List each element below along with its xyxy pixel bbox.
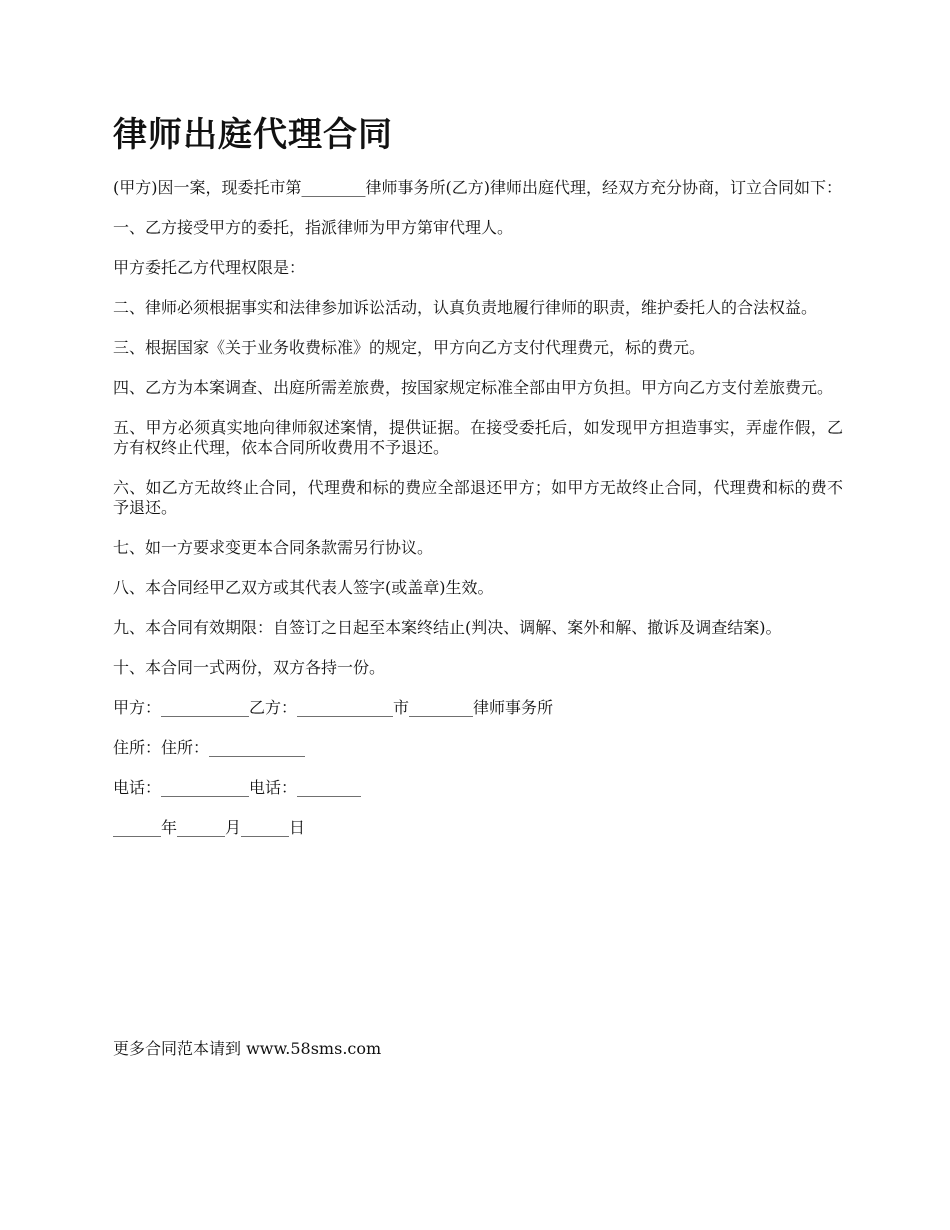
clause-4: 四、乙方为本案调查、出庭所需差旅费，按国家规定标准全部由甲方负担。甲方向乙方支付差旅费元。: [113, 378, 834, 397]
signature-phone-line: 电话：___________电话：________: [113, 778, 362, 797]
signature-parties-line: 甲方：___________乙方：____________市________律师事务所: [113, 698, 554, 717]
clause-10: 十、本合同一式两份，双方各持一份。: [113, 658, 386, 677]
clause-2: 二、律师必须根据事实和法律参加诉讼活动，认真负责地履行律师的职责，维护委托人的合法权益。: [113, 298, 818, 317]
clause-6: 六、如乙方无故终止合同，代理费和标的费应全部退还甲方；如甲方无故终止合同，代理费和标的费不予退还。: [113, 478, 843, 517]
signature-date-line: ______年______月______日: [113, 818, 306, 837]
clause-7: 七、如一方要求变更本合同条款需另行协议。: [113, 538, 434, 557]
signature-address-line: 住所：住所：____________: [113, 738, 306, 757]
authority-scope: 甲方委托乙方代理权限是：: [113, 258, 306, 277]
clause-5: 五、甲方必须真实地向律师叙述案情，提供证据。在接受委托后，如发现甲方担造事实，弄虚作假，乙方有权终止代理，依本合同所收费用不予退还。: [113, 418, 843, 457]
clause-9: 九、本合同有效期限：自签订之日起至本案终结止(判决、调解、案外和解、撤诉及调查结案)。: [113, 618, 782, 637]
contract-document: [113, 112, 843, 858]
clause-1: 一、乙方接受甲方的委托，指派律师为甲方第审代理人。: [113, 218, 514, 237]
document-title: 律师出庭代理合同: [113, 115, 393, 155]
clause-3: 三、根据国家《关于业务收费标准》的规定，甲方向乙方支付代理费元，标的费元。: [113, 338, 706, 357]
footer-note: 更多合同范本请到 www.58sms.com: [113, 1039, 382, 1058]
intro-paragraph: (甲方)因一案，现委托市第________律师事务所(乙方)律师出庭代理，经双方充分协商，订立合同如下：: [113, 178, 842, 197]
clause-8: 八、本合同经甲乙双方或其代表人签字(或盖章)生效。: [113, 578, 494, 597]
